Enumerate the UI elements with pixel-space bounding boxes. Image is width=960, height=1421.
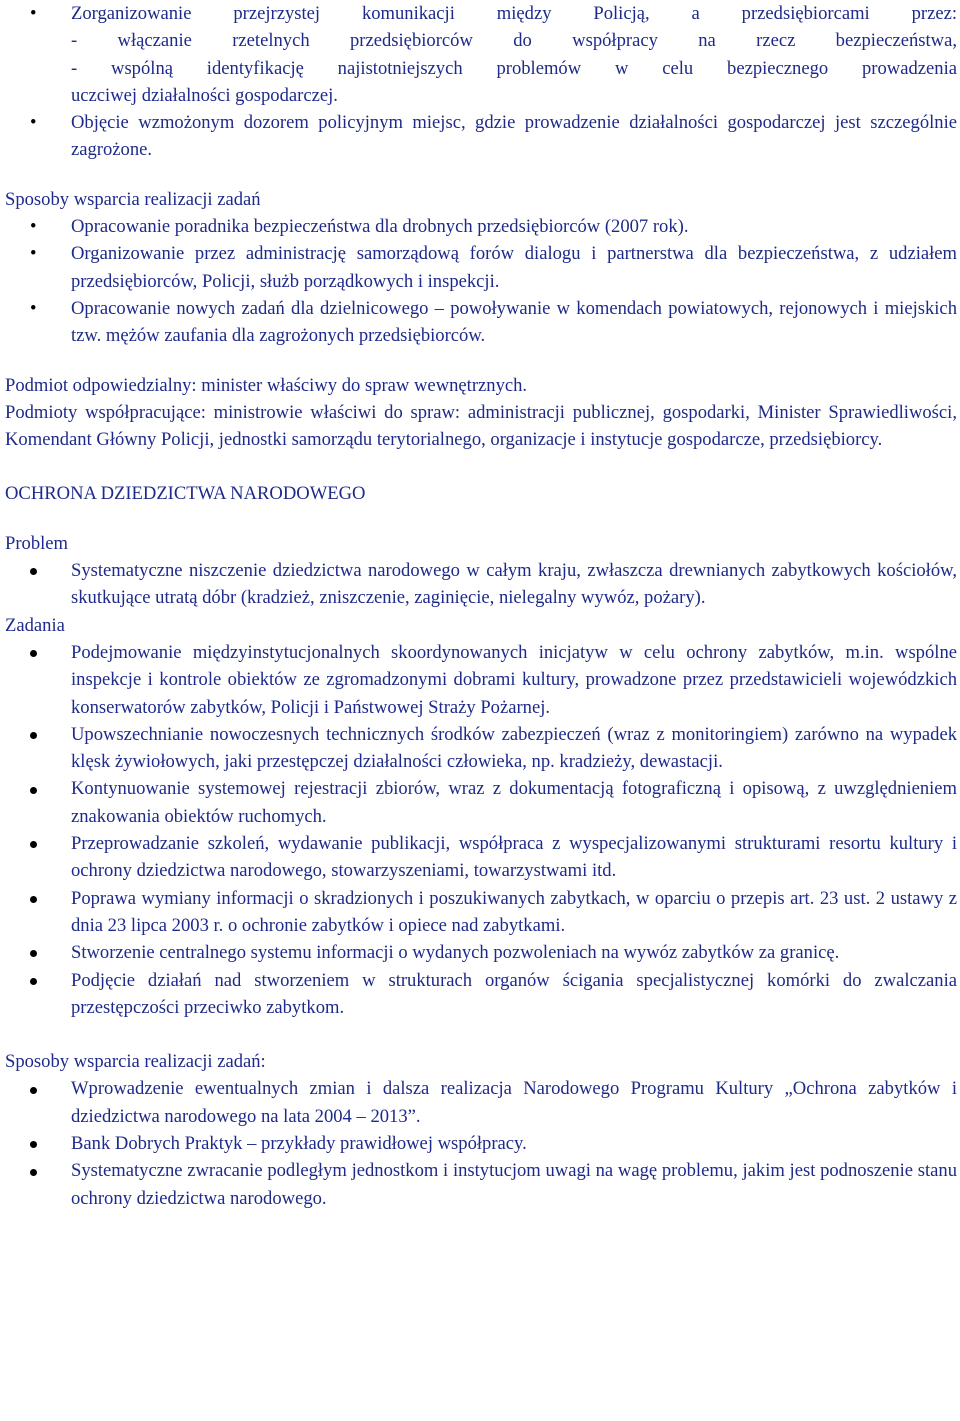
tasks-heading: Zadania: [5, 614, 65, 636]
section1-list: [5, 0, 957, 164]
list-item: [5, 639, 957, 721]
list-item: [5, 557, 957, 612]
support-list: [5, 213, 957, 349]
list-item: [5, 295, 957, 350]
list-item-line: uczciwej działalności gospodarczej.: [71, 84, 338, 106]
list-item-text: Stworzenie centralnego systemu informacji o wydanych pozwoleniach na wywóz zabytków za granicę.: [71, 942, 840, 964]
bullet-icon: [30, 639, 42, 666]
list-item-text: Opracowanie nowych zadań dla dzielnicowego – powoływanie w komendach powiatowych, rejonowych i miejskich tzw. mężów zaufania dla zagrożonych przedsiębiorców.: [71, 297, 957, 347]
list-item-text: Bank Dobrych Praktyk – przykłady prawidłowej współpracy.: [71, 1132, 527, 1154]
list-item: [5, 967, 957, 1022]
bullet-icon: •: [30, 112, 37, 134]
document-page: [5, 0, 957, 1212]
list-item-text: Przeprowadzanie szkoleń, wydawanie publikacji, współpraca z wyspecjalizowanymi strukturami resortu kultury i ochrony dziedzictwa narodowego, stowarzyszeniami, towarzystwami itd.: [71, 833, 957, 882]
list-item-text: Organizowanie przez administrację samorządową forów dialogu i partnerstwa dla bezpieczeństwa, z udziałem przedsiębiorców, Policji, służb porządkowych i inspekcji.: [71, 243, 957, 292]
list-item-line: Zorganizowanie przejrzystej komunikacji między Policją, a przedsiębiorcami przez:: [71, 3, 957, 24]
list-item: [5, 775, 957, 830]
list-item-text: Podjęcie działań nad stworzeniem w strukturach organów ścigania specjalistycznej komórki do zwalczania przestępczości przeciwko zabytkom.: [71, 969, 957, 1018]
list-item-text: Objęcie wzmożonym dozorem policyjnym miejsc, gdzie prowadzenie działalności gospodarczej jest szczególnie zagrożone.: [71, 112, 957, 161]
bullet-icon: •: [30, 3, 37, 24]
list-item-text: Upowszechnianie nowoczesnych technicznych środków zabezpieczeń (wraz z monitoringiem) zarówno na wypadek klęsk żywiołowych, jaki przestępczej działalności człowieka, np. kradzieży, dewastacji.: [71, 723, 957, 773]
bullet-icon: [30, 830, 42, 857]
list-item-text: Systematyczne niszczenie dziedzictwa narodowego w całym kraju, zwłaszcza drewnianych zabytkowych kościołów, skutkujące utratą dóbr (kradzież, zniszczenie, zaginięcie, nielegalny wywóz, pożary).: [71, 560, 957, 609]
list-item-text: Podejmowanie międzyinstytucjonalnych skoordynowanych inicjatyw w celu ochrony zabytków, m.in. wspólne inspekcje i kontrole obiektów ze zgromadzonymi dobrami kultury, prowadzone przez przedstawicieli wojewódzkich konserwatorów zabytków, Policji i Państwowej Straży Pożarnej.: [71, 641, 957, 718]
bullet-icon: [30, 885, 42, 912]
support-heading: Sposoby wsparcia realizacji zadań: [5, 188, 261, 210]
bullet-icon: [30, 939, 42, 966]
list-item-text: Poprawa wymiany informacji o skradzionych i poszukiwanych zabytkach, w oparciu o przepis art. 23 ust. 2 ustawy z dnia 23 lipca 2003 r. o ochronie zabytków i opiece nad zabytkami.: [71, 887, 957, 936]
list-item-line: - wspólną identyfikację najistotniejszych problemów w celu bezpiecznego prowadzenia: [71, 57, 957, 79]
bullet-icon: [30, 1157, 42, 1184]
bullet-icon: [30, 1130, 42, 1157]
bullet-icon: [30, 967, 42, 994]
bullet-icon: •: [30, 297, 37, 319]
list-item: [5, 213, 957, 240]
bullet-icon: [30, 1075, 42, 1102]
problem-list: [5, 557, 957, 612]
bullet-icon: •: [30, 243, 37, 265]
list-item: [5, 721, 957, 776]
list-item: [5, 885, 957, 940]
bullet-icon: [30, 721, 42, 748]
bullet-icon: •: [30, 216, 37, 238]
list-item-text: Wprowadzenie ewentualnych zmian i dalsza realizacja Narodowego Programu Kultury „Ochrona zabytków i dziedzictwa narodowego na lata 2004 – 2013”.: [71, 1078, 957, 1127]
cooperating-paragraph: Podmioty współpracujące: ministrowie właściwi do spraw: administracji publicznej, gospodarki, Minister Sprawiedliwości, Komendant Główny Policji, jednostki samorządu terytorialnego, organizacje i instytucje gospodarcze, przedsiębiorcy.: [5, 401, 957, 451]
list-item: [5, 240, 957, 295]
list-item: [5, 1075, 957, 1130]
list-item-text: Kontynuowanie systemowej rejestracji zbiorów, wraz z dokumentacją fotograficzną i opisową, z uwzględnieniem znakowania obiektów ruchomych.: [71, 778, 957, 827]
responsible-paragraph: Podmiot odpowiedzialny: minister właściwy do spraw wewnętrznych.: [5, 374, 528, 396]
list-item: [5, 939, 957, 966]
problem-heading: Problem: [5, 532, 69, 554]
list-item: [5, 1157, 957, 1212]
list-item-text: Systematyczne zwracanie podległym jednostkom i instytucjom uwagi na wagę problemu, jakim jest podnoszenie stanu ochrony dziedzictwa narodowego.: [71, 1160, 957, 1209]
list-item: [5, 830, 957, 885]
list-item-line: - włączanie rzetelnych przedsiębiorców do współpracy na rzecz bezpieczeństwa,: [71, 30, 957, 52]
section-title: OCHRONA DZIEDZICTWA NARODOWEGO: [5, 483, 366, 505]
list-item: [5, 109, 957, 164]
list-item: [5, 0, 957, 109]
list-item: [5, 1130, 957, 1157]
support-list-2: [5, 1075, 957, 1211]
tasks-list: [5, 639, 957, 1021]
bullet-icon: [30, 557, 42, 584]
support-heading-2: Sposoby wsparcia realizacji zadań:: [5, 1051, 266, 1073]
bullet-icon: [30, 775, 42, 802]
list-item-text: Opracowanie poradnika bezpieczeństwa dla drobnych przedsiębiorców (2007 rok).: [71, 216, 689, 238]
